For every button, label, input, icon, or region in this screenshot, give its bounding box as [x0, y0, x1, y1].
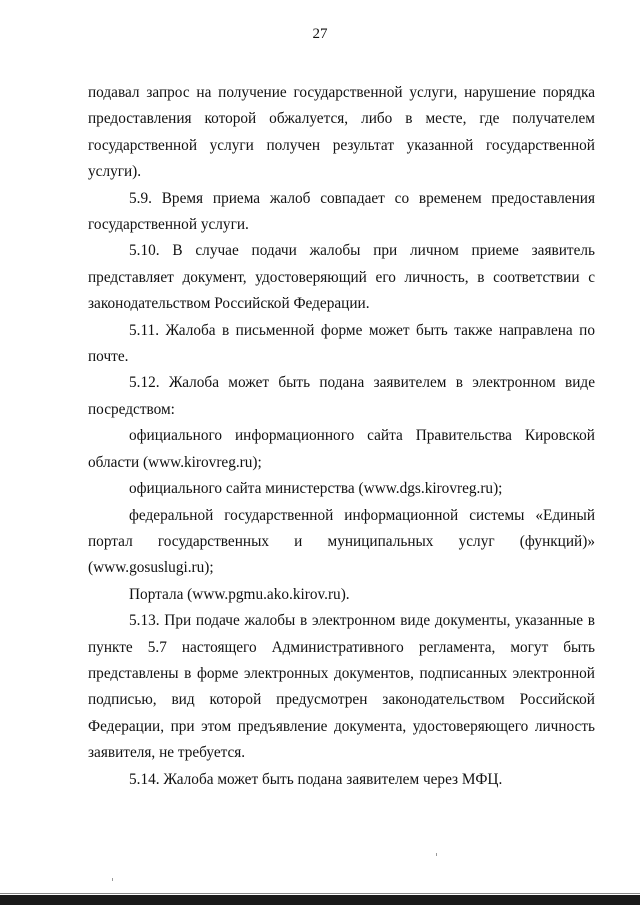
paragraph-5-14: 5.14. Жалоба может быть подана заявителем через МФЦ. — [129, 770, 503, 788]
page-number: 27 — [312, 26, 328, 42]
paragraph-5-13: 5.13. При подаче жалобы в электронном виде документы, указанные в пункте 5.7 настоящего Административного регламента, могут быть представлены в форме электронных документов, подписанных электронной подписью, вид которой предусмотрен законодательством Российской Федерации, при этом предъявление документа, удостоверяющего личность заявителя, не требуется. — [88, 612, 595, 762]
list-item-pgmu-portal: Портала (www.pgmu.ako.kirov.ru). — [129, 585, 350, 603]
document-body — [88, 80, 595, 793]
list-item-gosuslugi: федеральной государственной информационной системы «Единый портал государственных и муниципальных услуг (функций)» (www.gosuslugi.ru); — [88, 506, 595, 577]
scan-bottom-edge — [0, 895, 640, 905]
scan-artifact — [436, 853, 437, 856]
paragraph-5-10: 5.10. В случае подачи жалобы при личном приеме заявитель представляет документ, удостоверяющий его личность, в соответствии с законодательством Российской Федерации. — [88, 242, 595, 313]
scan-artifact — [112, 878, 113, 881]
paragraph-5-9: 5.9. Время приема жалоб совпадает со временем предоставления государственной услуги. — [88, 189, 595, 234]
list-item-ministry-site: официального сайта министерства (www.dgs.kirovreg.ru); — [129, 480, 503, 498]
paragraph-continuation: подавал запрос на получение государственной услуги, нарушение порядка предоставления которой обжалуется, либо в месте, где получателем государственной услуги получен результат указанной государственной услуги). — [88, 84, 595, 181]
list-item-kirovreg: официального информационного сайта Правительства Кировской области (www.kirovreg.ru); — [88, 427, 595, 471]
paragraph-5-12: 5.12. Жалоба может быть подана заявителем в электронном виде посредством: — [88, 374, 595, 418]
paragraph-5-11: 5.11. Жалоба в письменной форме может быть также направлена по почте. — [88, 321, 595, 366]
